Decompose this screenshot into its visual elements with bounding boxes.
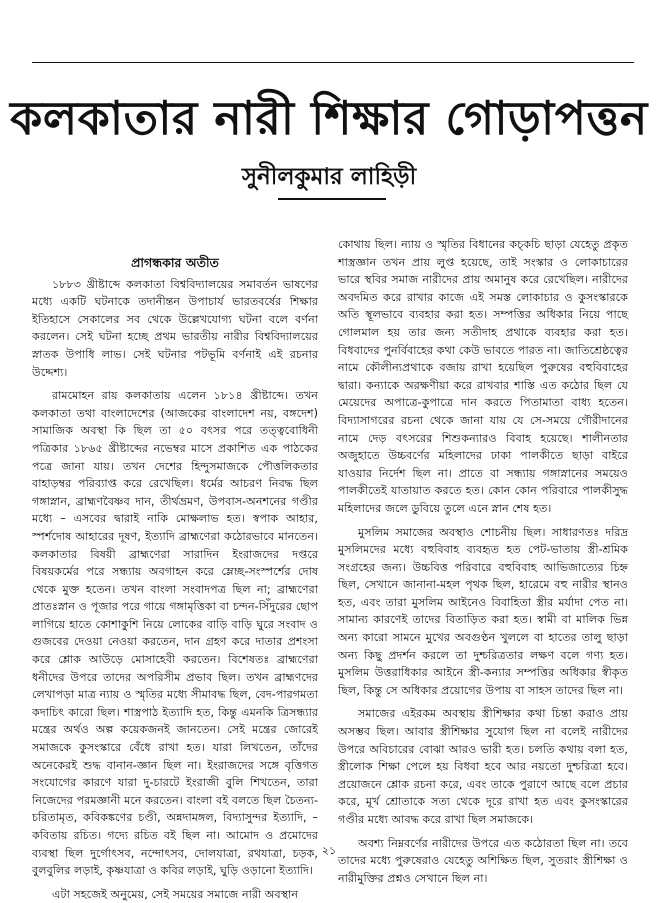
paragraph: ১৮৮৩ খ্রীষ্টাব্দে কলকাতা বিশ্ববিদ্যালয়ের সমাবর্তন ভাষণের মধ্যে একটি ঘটনাকে তদানীন্তন উপাচার্য ভারতবর্ষের শিক্ষার ইতিহাসে সেকালের সব থেকে উল্লেখযোগ্য ঘটনা বলে বর্ণনা করলেন। সেই ঘটনা হচ্ছে প্রথম ভারতীয় নারীর বিশ্ববিদ্যালয়ের স্নাতক উপাধি লাভ। সেই ঘটনার পটভূমি বর্ণনাই এই রচনার উদ্দেশ্য। [32,277,318,379]
top-rule [32,62,634,63]
section-heading: প্রাগন্ধকার অতীত [131,255,219,270]
author-underline [278,198,386,200]
paragraph: সমাজের এইরকম অবস্থায় স্ত্রীশিক্ষার কথা চিন্তা করাও প্রায় অসম্ভব ছিল। আবার স্ত্রীশিক্ষার সুযোগ ছিল না বলেই নারীদের উপরে অবিচারের বোঝা আরও ভারী হত। চলতি কথায় বলা হত, স্ত্রীলোক শিক্ষা পেলে হয় বিধবা হবে আর নয়তো দুশ্চরিত্রা হবে। প্রয়োজনে শ্লোক রচনা করে, এবং তাকে পুরাণে আছে বলে প্রচার করে, মূর্খ শ্রোতাকে সত্য থেকে দূরে রাখা হত এবং কুসংস্কারের গণ্ডীর মধ্যে আবদ্ধ করে রাখা ছিল সমাজকে। [338,707,628,826]
left-column [32,236,318,901]
paragraph: কোথায় ছিল। ন্যায় ও স্মৃতির বিধানের কচ্কচি ছাড়া যেহেতু প্রকৃত শাস্ত্রজ্ঞান তখন প্রায় লুপ্ত হয়েছে, তাই সংস্কার ও লোকাচারের ভারে স্থবির সমাজ নারীদের প্রায় অমানুষ করে রেখেছিল। নারীদের অবদমিত করে রাখার কাজে এই সমস্ত লোকাচার ও কুসংস্কারকে অতি স্থূলভাবে ব্যবহার করা হত। সম্পত্তির অধিকার নিয়ে পাছে গোলমাল হয় তার জন্য সতীদাহ প্রথাকে ব্যবহার করা হত। বিধবাদের পুনর্বিবাহের কথা কেউ ভাবতে পারত না। জাতিশ্রেষ্ঠত্বের নামে কৌলীন্যপ্রথাকে বজায় রাখা হয়েছিল পুরুষের বহুবিবাহের দ্বারা। কন্যাকে অরক্ষণীয়া করে রাখবার শাস্তি এত কঠোর ছিল যে মেয়েদের অপাত্রে-কুপাত্রে দান করতে পিতামাতা বাধ্য হতেন। বিদ্যাসাগরের রচনা থেকে জানা যায় যে সে-সময়ে গৌরীদানের নামে দেড় বৎসরের শিশুকন্যারও বিবাহ হয়েছে। শালীনতার অজুহাতে উচ্চবর্ণের মহিলাদের ঢাকা পালকীতে ছাড়া বাইরে যাওয়ার নির্দেশ ছিল না। প্রাতে বা সন্ধ্যায় গঙ্গাস্নানের সময়েও পালকীতেই যাতায়াত করতে হত। কোন কোন পরিবারে পালকীসুদ্ধ মহিলাদের জলে ডুবিয়ে তুলে এনে স্নান শেষ হত। [338,238,628,515]
paragraph: রামমোহন রায় কলকাতায় এলেন ১৮১৪ খ্রীষ্টাব্দে। তখন কলকাতা তথা বাংলাদেশের (আজকের বাংলাদেশ নয়, বঙ্গদেশ) সামাজিক অবস্থা কি ছিল তা ৫০ বৎসর পরে তত্ত্ববোধিনী পত্রিকার ১৮৬৫ খ্রীষ্টাব্দের নভেম্বর মাসে প্রকাশিত এক পাঠকের পত্রে জানা যায়। তখন দেশের হিন্দুসমাজকে পৌত্তলিকতার বাহাড়ম্বর পরিব্যাপ্ত করে রেখেছিল। ধর্মের আচরণ নিবদ্ধ ছিল গঙ্গাস্নান, ব্রাহ্মণবৈষ্ণব দান, তীর্থভ্রমণ, উপবাস-অনশনের গণ্ডীর মধ্যে – এসবের দ্বারাই নাকি মোক্ষলাভ হত। স্বপাক আহার, স্পর্শদোষ আহারের দূষণ, ইত্যাদি ব্রাহ্মণেরা কঠোরভাবে মানতেন। কলকাতার বিষয়ী ব্রাহ্মণেরা সারাদিন ইংরাজদের দপ্তরে বিষয়কর্মের পরে সন্ধ্যায় অবগাহন করে ম্লেচ্ছ-সংস্পর্শের দোষ থেকে মুক্ত হতেন। তখন বাংলা সংবাদপত্র ছিল না; ব্রাহ্মণেরা প্রাতঃস্নান ও পূজার পরে গায়ে গঙ্গামৃত্তিকা বা চন্দন-সিঁদুরের ছোপ লাগিয়ে হাতে কোশাকুশি নিয়ে লোকের বাড়ি বাড়ি ঘুরে সংবাদ ও গুজবের দেওয়া নেওয়া করতেন, দান গ্রহণ করে দাতার প্রশংসা করে শ্লোক আউড়ে মোসাহেবী করতেন। বিশেষতঃ ব্রাহ্মণেরা ধনীদের উপরে তাদের অপরিসীম প্রভাব ছিল। তখন ব্রাহ্মণদের লেখাপড়া মাত্র ন্যায় ও স্মৃতির মধ্যে সীমাবদ্ধ ছিল, বেদ-পারগমতা কদাচিৎ কারো ছিল। শাস্ত্রপাঠ ইত্যাদি হত, কিন্তু এমনকি ত্রিসন্ধ্যার মন্ত্রের অর্থও অল্প কয়েকজনই জানতেন। সেই মন্ত্রের জোরেই সমাজকে কুসংস্কারে বেঁধে রাখা হত। যারা লিখতেন, তাঁদের অনেকেরই শুদ্ধ বানান-জ্ঞান ছিল না। ইংরাজদের সঙ্গে বৃত্তিগত সংযোগের কারণে যারা দু-চারটে ইংরাজী বুলি শিখতেন, তারা নিজেদের পরমজ্ঞানী মনে করতেন। বাংলা বই বলতে ছিল চৈতন্য-চরিতামৃত, কবিকঙ্কণের চণ্ডী, অন্নদামঙ্গল, বিদ্যাসুন্দর ইত্যাদি, – কবিতায় রচিত। গদ্যে রচিত বই ছিল না। আমোদ ও প্রমোদের ব্যবস্থা ছিল দুর্গোৎসব, নন্দোৎসব, দোলযাত্রা, রথযাত্রা, চড়ক, বুলবুলির লড়াই, কৃষ্ণযাত্রা ও কবির লড়াই, ঘুড়ি ওড়ানো ইত্যাদি। [32,389,318,878]
paragraph: মুসলিম সমাজের অবস্থাও শোচনীয় ছিল। সাধারণতঃ দরিদ্র মুসলিমদের মধ্যে বহুবিবাহ ব্যবহৃত হত পেট-ভাতায় স্ত্রী-শ্রমিক সংগ্রহের জন্য। উচ্চবিত্ত পরিবারে বহুবিবাহ আভিজাত্যের চিহ্ন ছিল, সেখানে জানানা-মহল পৃথক ছিল, হারেমে বহু নারীর স্থানও হত, এবং তারা মুসলিম আইনেও বিবাহিতা স্ত্রীর মর্যাদা পেত না। সামান্য কারণেই তাদের বিতাড়িত করা হত। স্বামী বা মালিক ভিন্ন অন্য কারো সামনে মুখের অবগুণ্ঠন খুললে বা হাতের তালু ছাড়া অন্য কিছু প্রদর্শন করলে তা দুশ্চরিত্রতার লক্ষণ বলে গণ্য হত। মুসলিম উত্তরাধিকার আইনে স্ত্রী-কন্যার সম্পত্তির অধিকার স্বীকৃত ছিল, কিন্তু সে অধিকার প্রয়োগের উপায় বা সাহস তাদের ছিল না। [338,525,628,697]
author-name: সুনীলকুমার লাহিড়ী [241,164,417,190]
right-column [338,236,628,885]
paragraph: এটা সহজেই অনুমেয়, সেই সময়ের সমাজে নারী অবস্থান [52,887,299,901]
page-number: ২১ [321,844,337,857]
article-title: কলকাতার নারী শিক্ষার গোড়াপত্তন [10,91,648,145]
paragraph: অবশ্য নিম্নবর্ণের নারীদের উপরে এত কঠোরতা ছিল না। তবে তাদের মধ্যে পুরুষেরাও যেহেতু অশিক্ষিত ছিল, সুতরাং স্ত্রীশিক্ষা ও নারীমুক্তির প্রশ্নও সেখানে ছিল না। [338,836,628,885]
